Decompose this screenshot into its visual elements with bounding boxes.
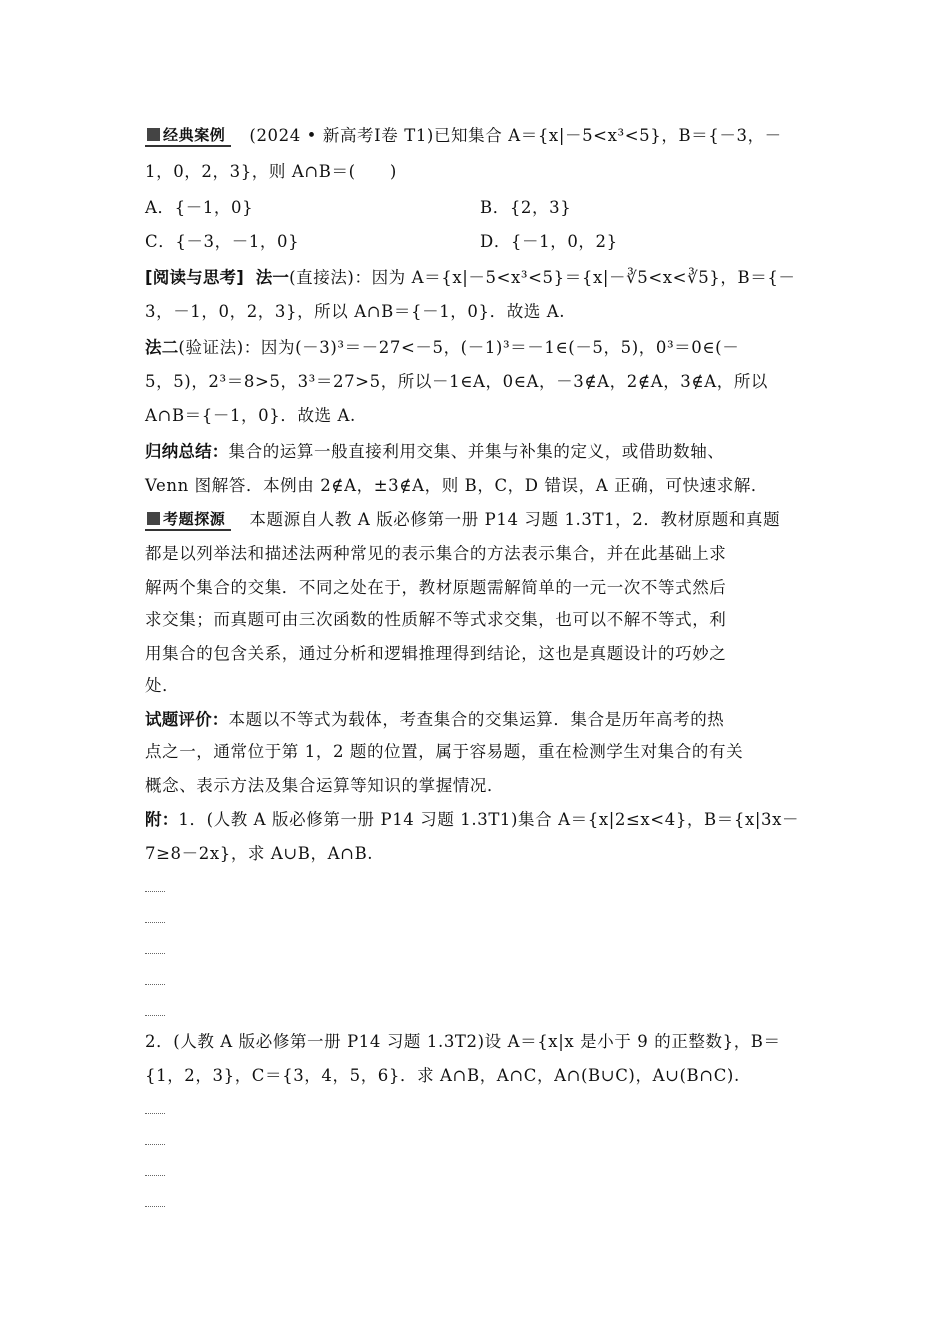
- reading-line-2: 3，－1，0，2，3}，所以 A∩B＝{－1，0}．故选 A.: [145, 302, 566, 321]
- evaluation-line-1: 试题评价：本题以不等式为载体，考查集合的交集运算．集合是历年高考的热: [145, 710, 725, 729]
- answer-line: [145, 1144, 165, 1145]
- appendix-q1-line-1: 附：1．(人教 A 版必修第一册 P14 习题 1.3T1)集合 A＝{x|2≤x<4}，B＝{x|3x－: [145, 810, 800, 829]
- appendix-q2-line-2: {1，2，3}，C＝{3，4，5，6}．求 A∩B，A∩C，A∩(B∪C)，A∪(B∩C).: [145, 1066, 740, 1085]
- answer-line: [145, 1175, 165, 1176]
- appendix-q2-line-1: 2．(人教 A 版必修第一册 P14 习题 1.3T2)设 A＝{x|x 是小于 9 的正整数}，B＝: [145, 1032, 781, 1051]
- option-c: C．{－3，－1，0}: [145, 232, 300, 251]
- source-line-3: 解两个集合的交集．不同之处在于，教材原题需解简单的一元一次不等式然后: [145, 578, 727, 597]
- reading-line-1: [阅读与思考] 法一(直接法)：因为 A＝{x|－5<x³<5}＝{x|－∛5<x<∛5}，B＝{－: [145, 268, 796, 287]
- option-a: A．{－1，0}: [145, 198, 254, 217]
- answer-line: [145, 922, 165, 923]
- evaluation-line-3: 概念、表示方法及集合运算等知识的掌握情况．: [145, 776, 505, 795]
- answer-line: [145, 1015, 165, 1016]
- summary-line-2: Venn 图解答．本例由 2∉A，±3∉A，则 B，C，D 错误，A 正确，可快速求解．: [145, 476, 769, 495]
- case-line-1: 经典案例 (2024 • 新高考Ⅰ卷 T1)已知集合 A＝{x|－5<x³<5}，B＝{－3，－: [145, 124, 815, 148]
- appendix-q1-line-2: 7≥8－2x}，求 A∪B，A∩B.: [145, 844, 374, 863]
- source-line-2: 都是以列举法和描述法两种常见的表示集合的方法表示集合，并在此基础上求: [145, 544, 727, 563]
- source-badge: 考题探源: [145, 509, 231, 531]
- summary-line-1: 归纳总结：集合的运算一般直接利用交集、并集与补集的定义，或借助数轴、: [145, 442, 725, 461]
- reading-line-3: 法二(验证法)：因为(－3)³＝－27<－5，(－1)³＝－1∈(－5，5)，0³＝0∈(－: [145, 338, 740, 357]
- reading-line-4: 5，5)，2³＝8>5，3³＝27>5，所以－1∈A，0∈A，－3∉A，2∉A，3∉A，所以: [145, 372, 769, 391]
- reading-line-5: A∩B＝{－1，0}．故选 A.: [145, 406, 356, 425]
- answer-line: [145, 953, 165, 954]
- answer-line: [145, 891, 165, 892]
- source-line-5: 用集合的包含关系，通过分析和逻辑推理得到结论，这也是真题设计的巧妙之: [145, 644, 727, 663]
- option-b: B．{2，3}: [480, 198, 572, 217]
- evaluation-line-2: 点之一，通常位于第 1，2 题的位置，属于容易题，重在检测学生对集合的有关: [145, 742, 744, 761]
- option-d: D．{－1，0，2}: [480, 232, 618, 251]
- source-line-1: 考题探源 本题源自人教 A 版必修第一册 P14 习题 1.3T1，2．教材原题和真题: [145, 508, 815, 532]
- square-icon: [147, 128, 160, 141]
- answer-line: [145, 1206, 165, 1207]
- case-badge: 经典案例: [145, 125, 231, 147]
- answer-line: [145, 984, 165, 985]
- square-icon: [147, 512, 160, 525]
- source-line-6: 处．: [145, 676, 180, 695]
- source-line-4: 求交集；而真题可由三次函数的性质解不等式求交集，也可以不解不等式，利: [145, 610, 727, 629]
- case-line-2: 1，0，2，3}，则 A∩B＝( ): [145, 162, 397, 181]
- answer-line: [145, 1113, 165, 1114]
